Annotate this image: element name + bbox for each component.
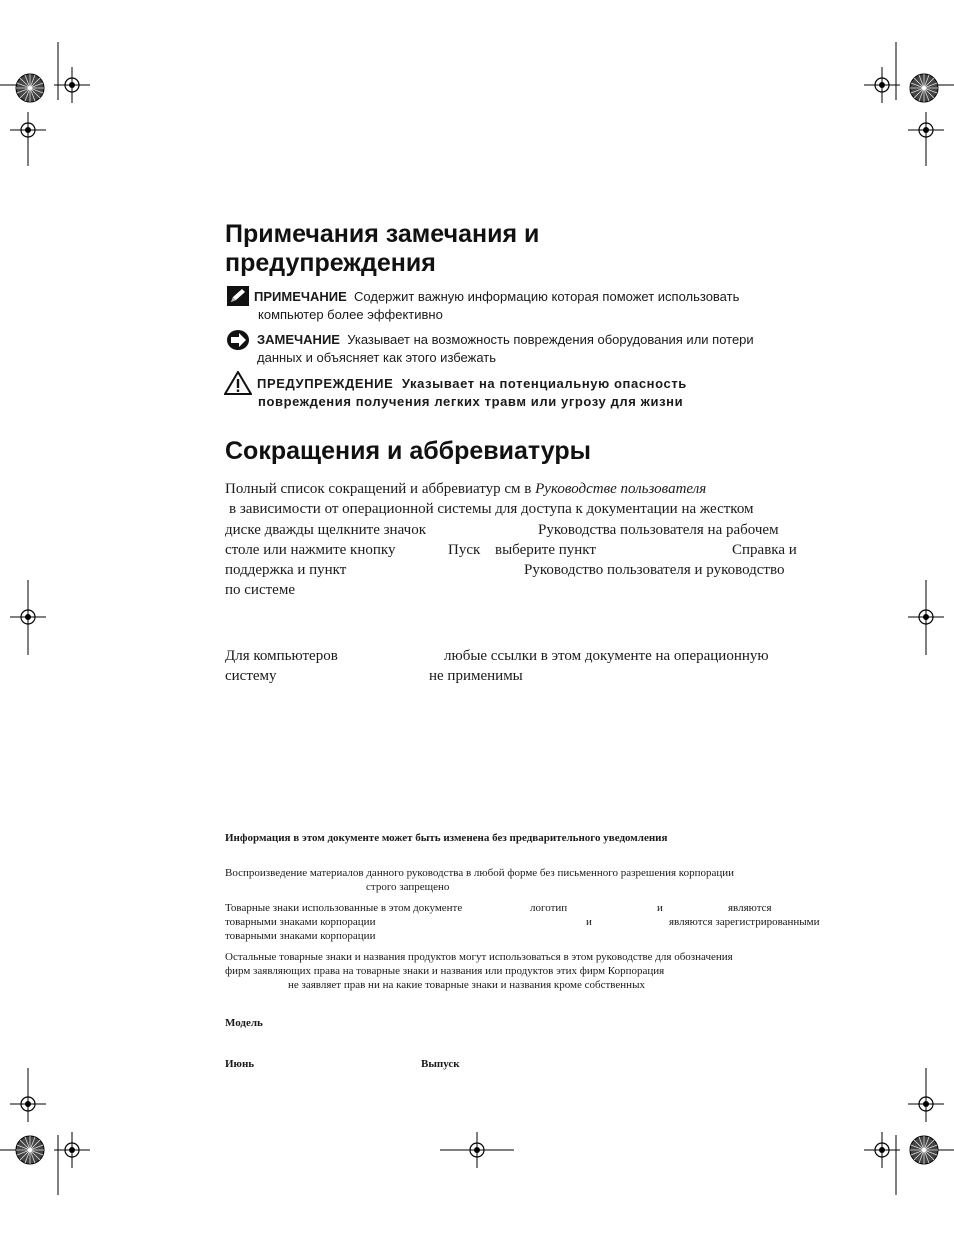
os-line-2b: не применимы [429, 668, 523, 684]
issue-label: Выпуск [421, 1058, 460, 1070]
os-line-1a: Для компьютеров [225, 648, 338, 664]
warning-triangle-icon [224, 371, 252, 395]
warning-label: ПРЕДУПРЕЖДЕНИЕ [257, 376, 394, 391]
trademark-3: товарными знаками корпорации [225, 930, 376, 942]
os-line-2a: систему [225, 668, 277, 684]
other-trademarks-2: фирм заявляющих права на товарные знаки и названия или продуктов этих фирм Корпорация [225, 965, 665, 977]
warning-text [257, 375, 687, 411]
trademark-1a: Товарные знаки использованные в этом документе [225, 902, 463, 914]
abbrev-line-2: в зависимости от операционной системы для доступа к документации на жестком [229, 501, 754, 517]
trademark-2a: товарными знаками корпорации [225, 916, 376, 928]
reproduction-line-1: Воспроизведение материалов данного руководства в любой форме без письменного разрешения корпорации [225, 867, 735, 879]
other-trademarks-1: Остальные товарные знаки и названия продуктов могут использоваться в этом руководстве для обозначения [225, 951, 733, 963]
note-text [254, 288, 739, 324]
notice-line-1: Указывает на возможность повреждения оборудования или потери [347, 332, 754, 347]
heading-abbreviations: Сокращения и аббревиатуры [225, 437, 591, 465]
warning-line-1: Указывает на потенциальную опасность [401, 376, 687, 391]
abbrev-line-6: по системе [225, 582, 295, 598]
notice-line-2: данных и объясняет как этого избежать [257, 350, 497, 365]
abbrev-line-1: Полный список сокращений и аббревиатур см в Руководстве пользователя [225, 481, 707, 497]
note-label: ПРИМЕЧАНИЕ [254, 289, 347, 304]
notice-arrow-icon [226, 329, 250, 351]
trademark-2b: и [586, 916, 592, 928]
other-trademarks-3: не заявляет прав ни на какие товарные знаки и названия кроме собственных [288, 979, 645, 991]
warning-line-2: повреждения получения легких травм или угрозу для жизни [258, 394, 684, 409]
note-pencil-icon [227, 286, 249, 306]
model-label: Модель [225, 1017, 263, 1029]
trademark-1b: логотип [530, 902, 568, 914]
note-line-2: компьютер более эффективно [258, 307, 443, 322]
abbrev-line-5b: Руководство пользователя и руководство [524, 562, 785, 578]
trademark-1c: и [657, 902, 663, 914]
os-line-1b: любые ссылки в этом документе на операционную [444, 648, 769, 664]
trademark-2c: являются зарегистрированными [669, 916, 820, 928]
abbrev-line-4d: Справка и [732, 542, 797, 558]
month-label: Июнь [225, 1058, 255, 1070]
reproduction-line-2: строго запрещено [366, 881, 450, 893]
abbrev-line-3a: диске дважды щелкните значок [225, 522, 426, 538]
users-guide-ref: Руководстве пользователя [535, 481, 707, 497]
trademark-1d: являются [728, 902, 772, 914]
abbrev-line-4a: столе или нажмите кнопку [225, 542, 396, 558]
heading-notes: Примечания замечания и предупреждения [225, 220, 540, 277]
abbrev-line-5a: поддержка и пункт [225, 562, 347, 578]
abbrev-line-4c: выберите пункт [495, 542, 596, 558]
note-line-1: Содержит важную информацию которая поможет использовать [354, 289, 740, 304]
disclaimer: Информация в этом документе может быть изменена без предварительного уведомления [225, 832, 668, 844]
notice-text [257, 331, 754, 367]
abbrev-line-4b: Пуск [448, 542, 481, 558]
notice-label: ЗАМЕЧАНИЕ [257, 332, 340, 347]
abbrev-line-3b: Руководства пользователя на рабочем [538, 522, 779, 538]
